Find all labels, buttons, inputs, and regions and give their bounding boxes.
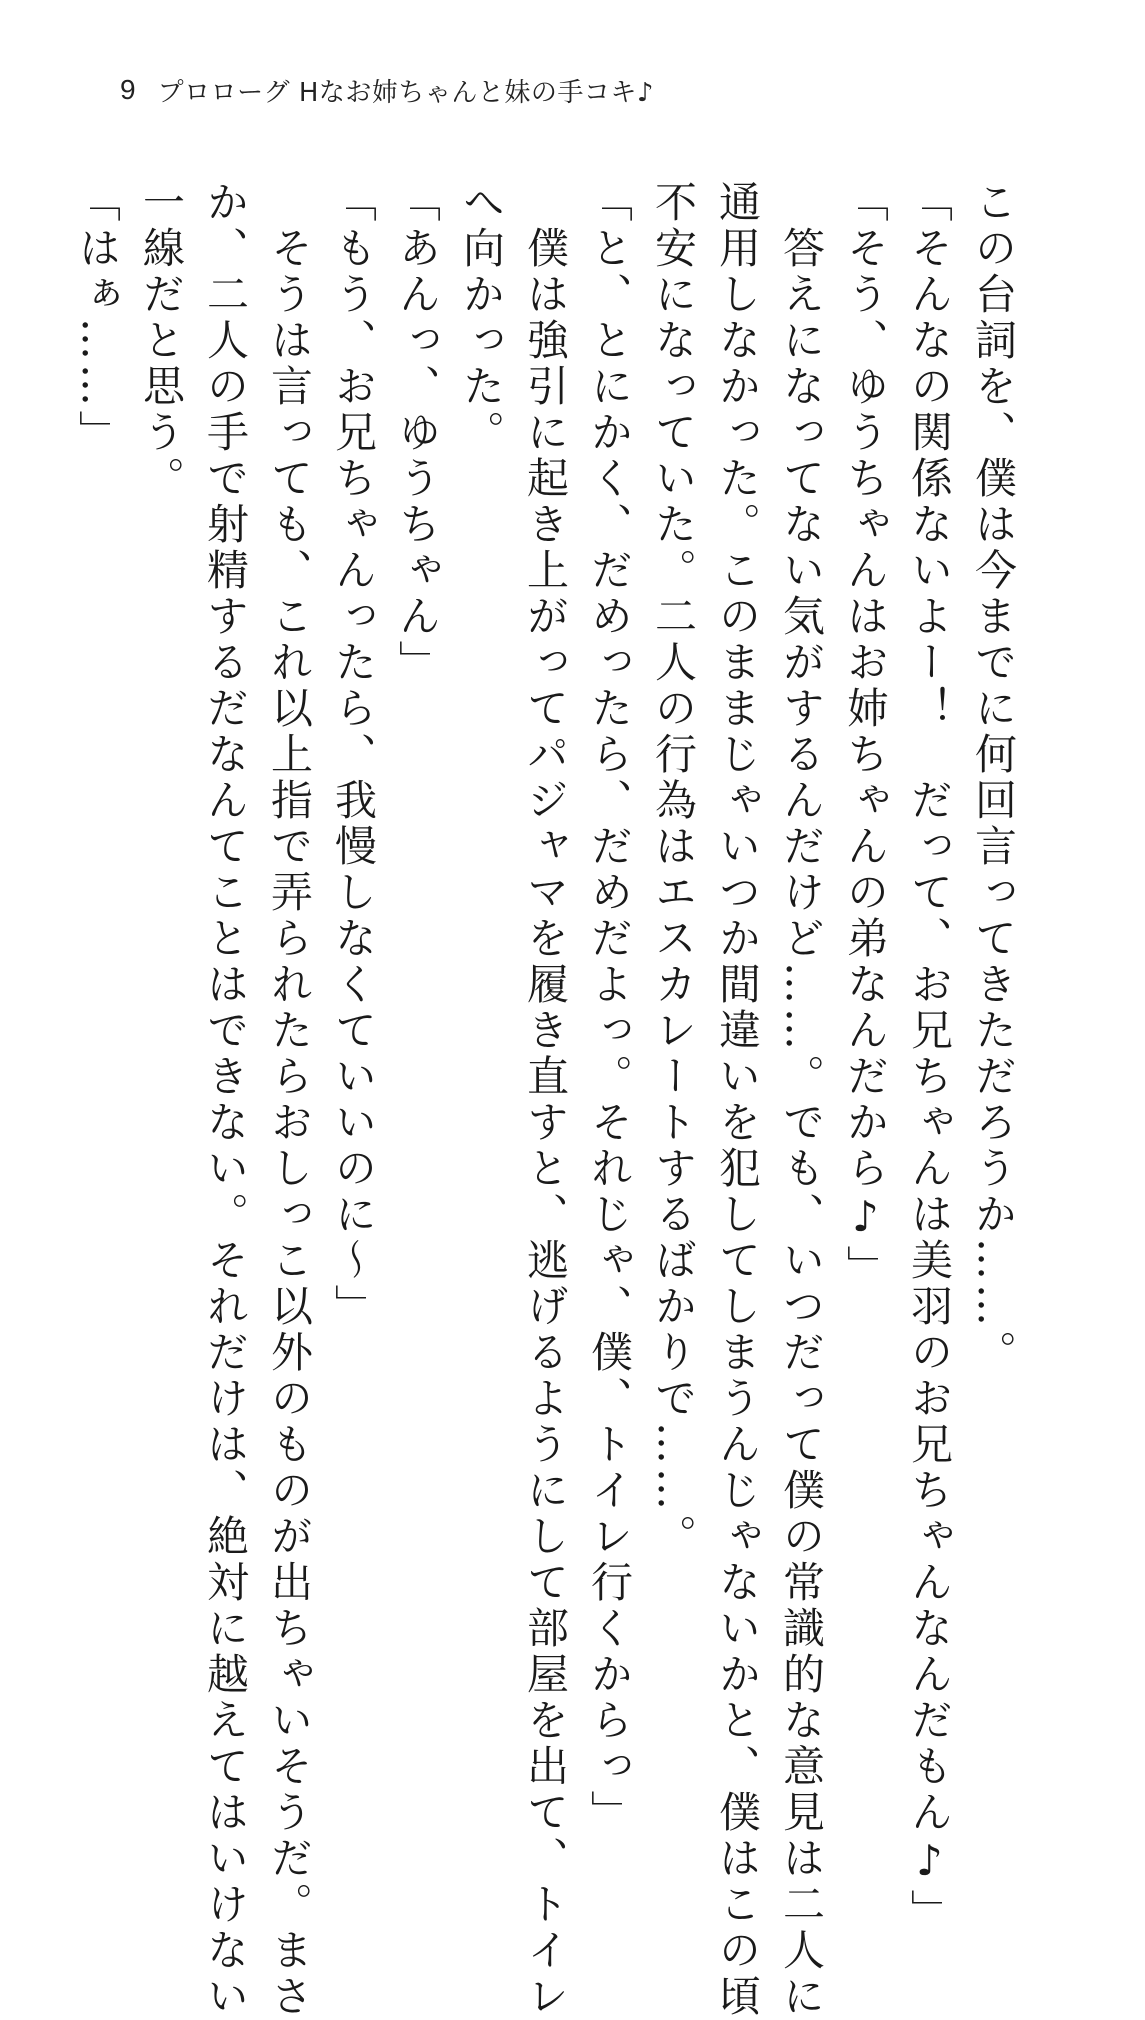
vertical-body-text xyxy=(65,180,1025,2020)
text-line: 答えになってない気がするんだけど……。でも、いつだって僕の常識的な意見は二人に xyxy=(777,180,826,2020)
text-line: 「そう、ゆうちゃんはお姉ちゃんの弟なんだから♪」 xyxy=(841,180,890,1291)
text-line: 「もう、お兄ちゃんったら、我慢しなくていいのに～」 xyxy=(329,180,378,1330)
text-line: 一線だと思う。 xyxy=(137,180,186,502)
text-line: 僕は強引に起き上がってパジャマを履き直すと、逃げるようにして部屋を出て、トイレ xyxy=(521,180,570,2020)
text-line: へ向かった。 xyxy=(457,180,506,456)
text-line: 「はぁ……」 xyxy=(73,180,122,456)
text-line: この台詞を、僕は今までに何回言ってきただろうか……。 xyxy=(969,180,1018,1376)
text-line: 「そんなの関係ないよー！ だって、お兄ちゃんは美羽のお兄ちゃんなんだもん♪」 xyxy=(905,180,954,1935)
text-line: 不安になっていた。二人の行為はエスカレートするばかりで……。 xyxy=(649,180,698,1560)
page-number: 9 xyxy=(120,74,136,105)
text-line: 「あんっ、ゆうちゃん」 xyxy=(393,180,442,686)
running-title: プロローグ Hなお姉ちゃんと妹の手コキ♪ xyxy=(157,77,654,108)
text-line: そうは言っても、これ以上指で弄られたらおしっこ以外のものが出ちゃいそうだ。まさ xyxy=(265,180,314,2020)
text-line: か、二人の手で射精するだなんてことはできない。それだけは、絶対に越えてはいけない xyxy=(201,180,250,2020)
text-line: 通用しなかった。このままじゃいつか間違いを犯してしまうんじゃないかと、僕はこの頃 xyxy=(713,180,762,2020)
text-line: 「と、とにかく、だめったら、だめだよっ。それじゃ、僕、トイレ行くからっ」 xyxy=(585,180,634,1836)
page-header xyxy=(120,70,654,110)
